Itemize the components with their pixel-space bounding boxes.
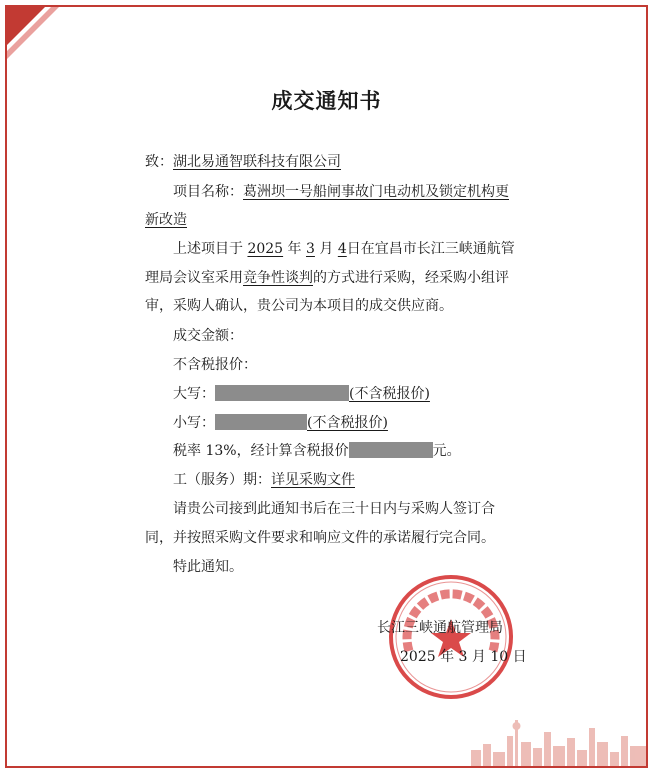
upper-label: 大写： [173, 386, 215, 402]
paragraph-1-line-3: 审，采购人确认，贵公司为本项目的成交供应商。 [145, 298, 453, 314]
amount-lower-line [173, 413, 388, 433]
upper-note: (不含税报价) [349, 386, 430, 402]
project-name-line1: 葛洲坝一号船闸事故门电动机及锁定机构更 [243, 184, 509, 200]
para1-line2a: 理局会议室采用 [145, 270, 243, 286]
redacted-amount-upper [215, 385, 349, 401]
paragraph-1-line-2 [145, 268, 509, 288]
service-value: 详见采购文件 [271, 472, 355, 488]
para1-text-4: 日在宜昌市长江三峡通航管 [346, 241, 515, 257]
paragraph-1-line-1 [173, 239, 515, 259]
redacted-amount-taxed [349, 442, 433, 458]
pretax-label: 不含税报价： [173, 357, 257, 373]
procurement-method: 竞争性谈判 [243, 270, 313, 286]
recipient-line [145, 152, 341, 172]
service-label: 工（服务）期： [173, 472, 271, 488]
project-name-line2: 新改造 [145, 212, 187, 228]
notice-end: 特此通知。 [173, 559, 243, 575]
service-period-line [173, 470, 355, 490]
document-frame [5, 5, 648, 768]
lower-label: 小写： [173, 415, 215, 431]
project-line [173, 182, 509, 202]
para1-line2b: 的方式进行采购，经采购小组评 [313, 270, 509, 286]
para1-text-1: 上述项目于 [173, 241, 243, 257]
para1-text-3: 月 [319, 241, 334, 257]
city-skyline-decoration [471, 706, 646, 766]
para1-day: 4 [337, 241, 347, 257]
document-title: 成交通知书 [271, 89, 382, 113]
lower-note: (不含税报价) [307, 415, 388, 431]
project-label: 项目名称： [173, 184, 243, 200]
para1-month: 3 [306, 241, 315, 257]
redacted-amount-lower [215, 414, 307, 430]
issue-date: 2025 年 3 月 10 日 [400, 649, 527, 665]
recipient-company: 湖北易通智联科技有限公司 [173, 154, 341, 170]
request-line-1: 请贵公司接到此通知书后在三十日内与采购人签订合 [173, 501, 495, 517]
corner-ribbon-decoration [7, 7, 67, 67]
project-line-2 [145, 210, 187, 230]
para1-year: 2025 [247, 241, 284, 257]
amount-upper-line [173, 384, 430, 404]
request-line-2: 同，并按照采购文件要求和响应文件的承诺履行完合同。 [145, 530, 495, 546]
issuer-name: 长江三峡通航管理局 [377, 620, 503, 636]
tax-unit: 元。 [432, 443, 461, 459]
tax-line [173, 441, 461, 461]
recipient-prefix: 致： [145, 154, 173, 170]
amount-label: 成交金额： [173, 328, 243, 344]
tax-text: 税率 13%，经计算含税报价 [173, 443, 349, 459]
para1-text-2: 年 [287, 241, 302, 257]
